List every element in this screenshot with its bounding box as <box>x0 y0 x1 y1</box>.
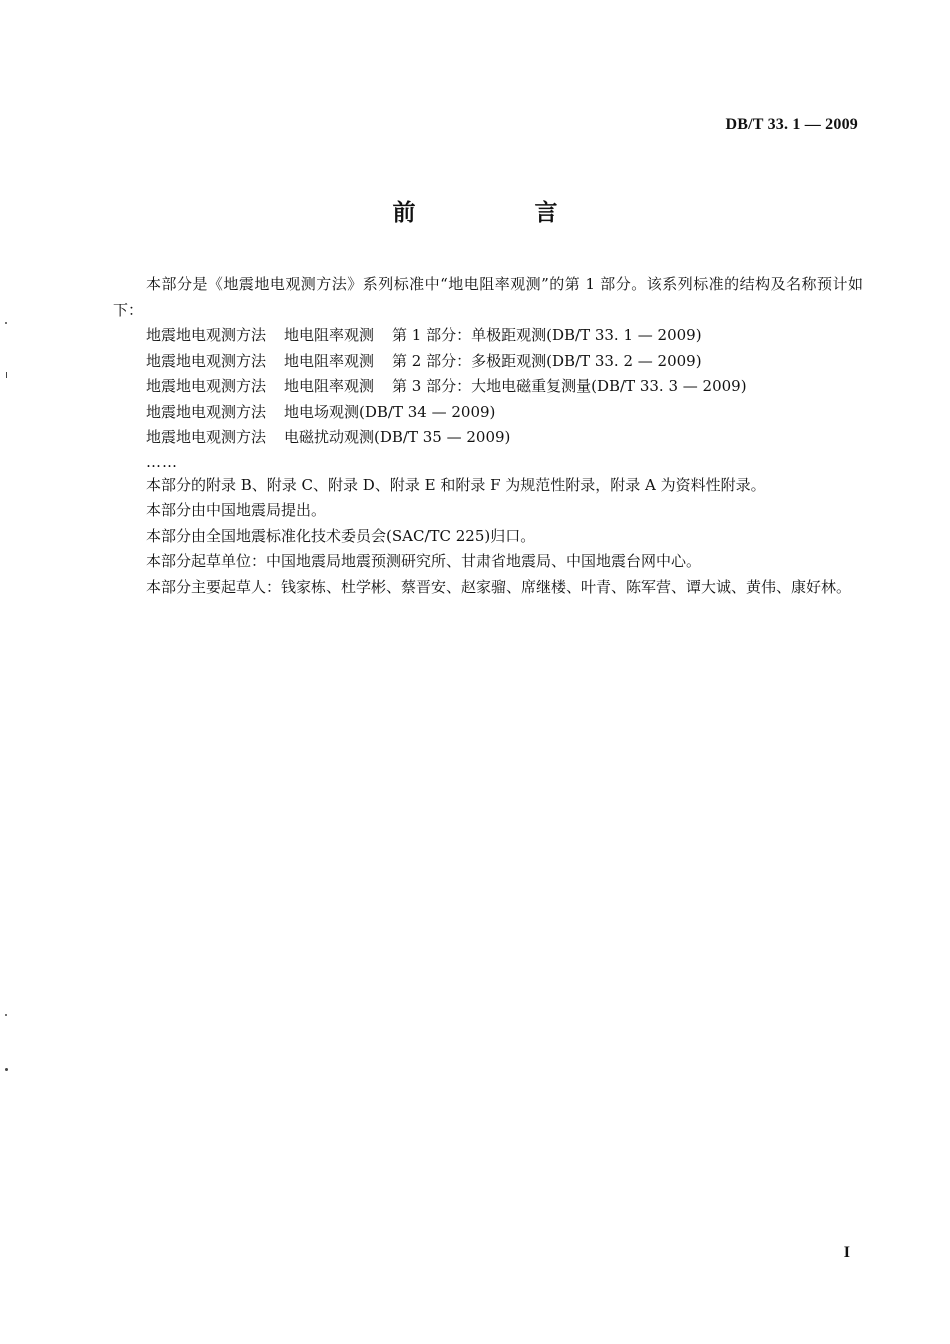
annex-paragraph: 本部分的附录 B、附录 C、附录 D、附录 E 和附录 F 为规范性附录，附录 A 为资料性附录。 <box>146 475 766 494</box>
series-name: 地震地电观测方法 <box>146 351 267 370</box>
list-item <box>113 400 863 426</box>
centralized-paragraph: 本部分由全国地震标准化技术委员会(SAC/TC 225)归口。 <box>146 526 536 545</box>
series-part: 第 3 部分：大地电磁重复测量(DB/T 33. 3 — 2009) <box>392 377 747 395</box>
series-name: 地震地电观测方法 <box>146 326 267 344</box>
series-name: 地震地电观测方法 <box>146 377 267 395</box>
page-title: 前 言 <box>392 200 606 226</box>
list-ellipsis: …… <box>146 452 178 471</box>
standard-code: DB/T 33. 1 — 2009 <box>725 116 858 133</box>
series-topic: 地电场观测(DB/T 34 — 2009) <box>284 402 496 421</box>
series-name: 地震地电观测方法 <box>146 428 267 446</box>
drafting-units-paragraph: 本部分起草单位：中国地震局地震预测研究所、甘肃省地震局、中国地震台网中心。 <box>146 552 702 570</box>
series-part: 第 1 部分：单极距观测(DB/T 33. 1 — 2009) <box>392 326 702 344</box>
list-item <box>113 374 863 400</box>
list-item <box>113 349 863 375</box>
series-name: 地震地电观测方法 <box>146 402 267 421</box>
series-topic: 电磁扰动观测(DB/T 35 — 2009) <box>284 428 511 446</box>
proposer-paragraph: 本部分由中国地震局提出。 <box>146 501 327 519</box>
scan-speck <box>5 322 7 324</box>
page-number: I <box>843 1244 850 1261</box>
intro-paragraph: 本部分是《地震地电观测方法》系列标准中“地电阻率观测”的第 1 部分。该系列标准的结构及名称预计如下： <box>113 275 863 319</box>
series-topic: 地电阻率观测 <box>284 351 375 370</box>
drafters-paragraph: 本部分主要起草人：钱家栋、杜学彬、蔡晋安、赵家骝、席继楼、叶青、陈军营、谭大诚、黄伟、康好林。 <box>146 577 852 596</box>
series-topic: 地电阻率观测 <box>284 377 375 395</box>
list-item <box>113 323 863 349</box>
foreword-body <box>113 272 863 600</box>
series-topic: 地电阻率观测 <box>284 326 375 344</box>
series-list <box>113 323 863 473</box>
series-part: 第 2 部分：多极距观测(DB/T 33. 2 — 2009) <box>392 351 702 370</box>
scan-speck <box>6 372 7 378</box>
scan-speck <box>5 1068 8 1071</box>
scan-speck <box>5 1014 7 1016</box>
list-item <box>113 425 863 451</box>
